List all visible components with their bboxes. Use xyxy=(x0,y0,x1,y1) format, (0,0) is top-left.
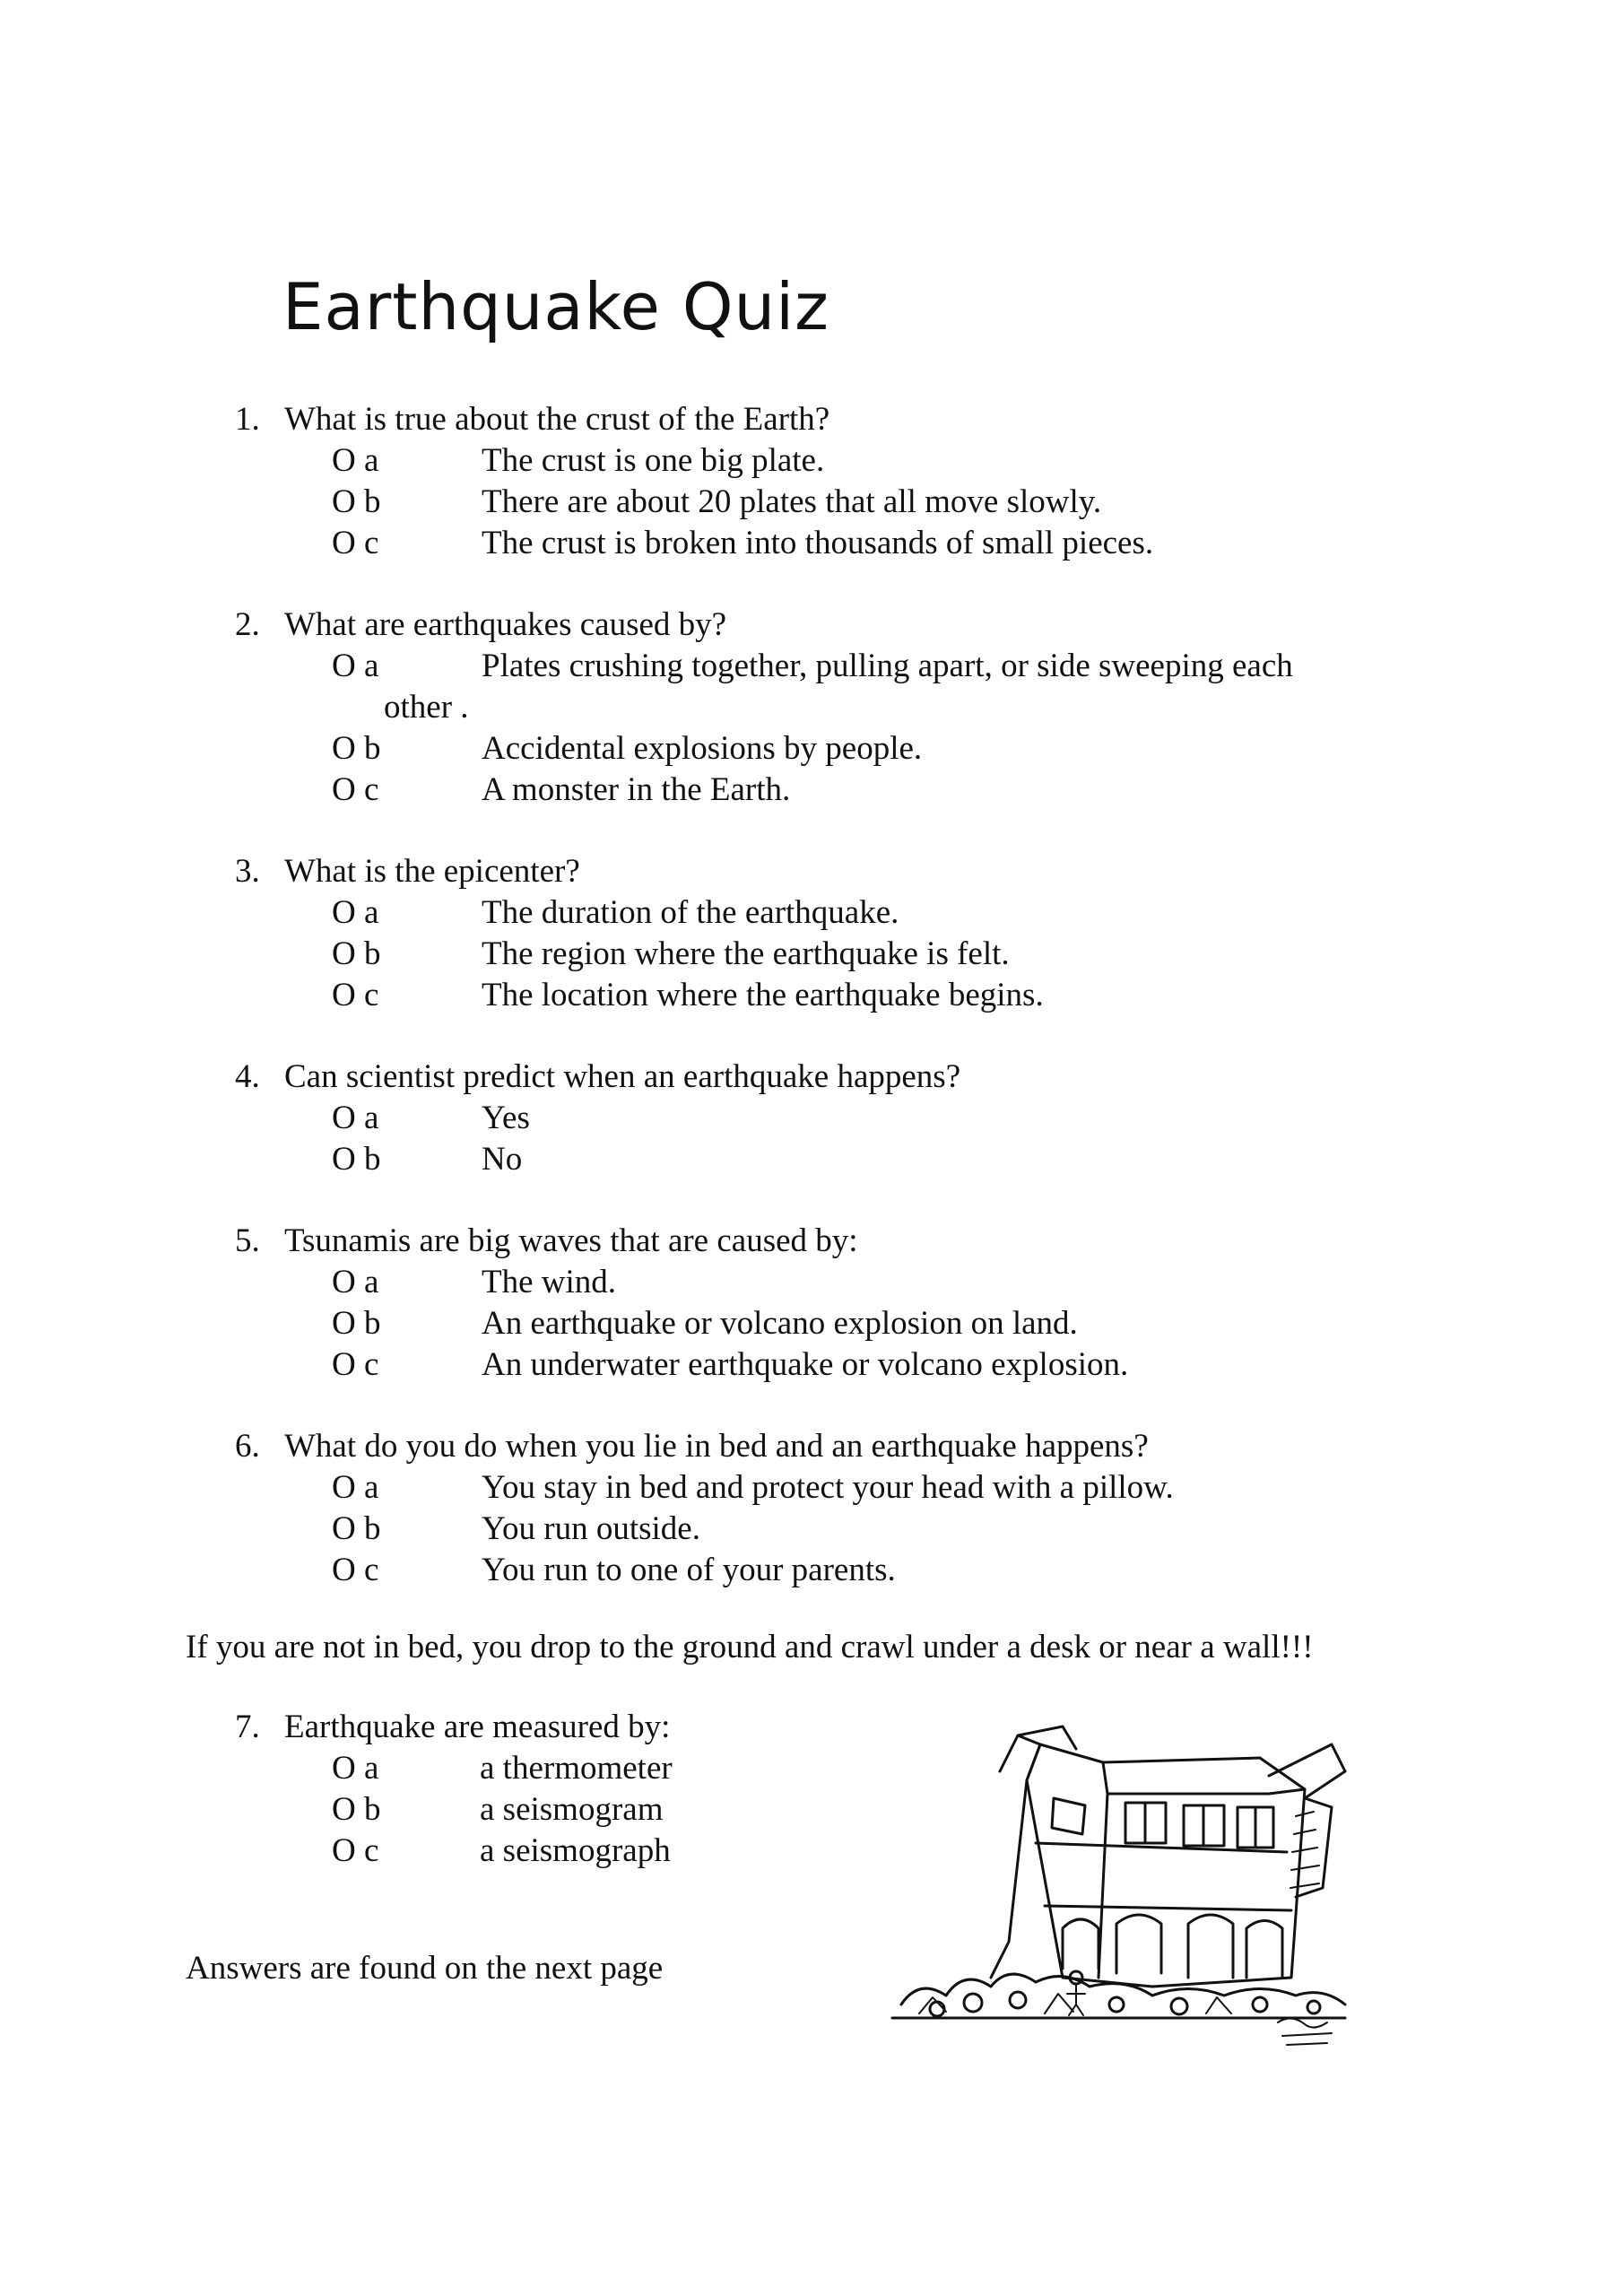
option-text: a thermometer xyxy=(480,1750,673,1787)
question-1 xyxy=(235,399,829,440)
option-2a-continuation: other . xyxy=(384,689,469,726)
question-number: 5. xyxy=(235,1222,260,1259)
option-text: A monster in the Earth. xyxy=(482,771,791,808)
question-text: Tsunamis are big waves that are caused by: xyxy=(284,1222,858,1259)
page-title: Earthquake Quiz xyxy=(282,269,829,344)
option-letter: O c xyxy=(332,1832,379,1869)
option-text: Yes xyxy=(482,1100,530,1136)
option-text: a seismograph xyxy=(480,1832,671,1869)
option-text: You run to one of your parents. xyxy=(482,1552,896,1588)
option-letter: O c xyxy=(332,977,379,1013)
option-letter: O a xyxy=(332,1264,379,1300)
option-letter: O c xyxy=(332,771,379,808)
question-5 xyxy=(235,1221,858,1262)
question-number: 6. xyxy=(235,1428,260,1465)
question-number: 2. xyxy=(235,606,260,643)
option-letter: O b xyxy=(332,730,381,767)
question-text: What are earthquakes caused by? xyxy=(284,606,727,643)
option-letter: O b xyxy=(332,483,381,520)
option-text: An underwater earthquake or volcano explosion. xyxy=(482,1346,1129,1383)
question-text: Earthquake are measured by: xyxy=(284,1709,671,1745)
question-text: Can scientist predict when an earthquake happens? xyxy=(284,1058,961,1095)
option-text: The crust is broken into thousands of small pieces. xyxy=(482,525,1154,561)
option-text: The duration of the earthquake. xyxy=(482,894,899,931)
collapsed-building-drawing xyxy=(883,1709,1350,2058)
option-text: a seismogram xyxy=(480,1791,664,1828)
option-text: You stay in bed and protect your head with a pillow. xyxy=(482,1469,1174,1506)
option-text: You run outside. xyxy=(482,1510,700,1547)
option-letter: O a xyxy=(332,1469,379,1506)
question-number: 7. xyxy=(235,1709,260,1745)
option-text: The crust is one big plate. xyxy=(482,442,825,479)
option-letter: O b xyxy=(332,1510,381,1547)
question-number: 4. xyxy=(235,1058,260,1095)
option-text: The region where the earthquake is felt. xyxy=(482,935,1010,972)
option-letter: O a xyxy=(332,648,379,684)
option-text: The wind. xyxy=(482,1264,617,1300)
option-letter: O a xyxy=(332,1100,379,1136)
option-text: Accidental explosions by people. xyxy=(482,730,923,767)
option-text: No xyxy=(482,1141,523,1178)
option-text: An earthquake or volcano explosion on land. xyxy=(482,1305,1078,1342)
question-text: What is true about the crust of the Earth? xyxy=(284,401,830,438)
option-letter: O b xyxy=(332,1141,381,1178)
option-text: There are about 20 plates that all move slowly. xyxy=(482,483,1102,520)
option-letter: O a xyxy=(332,1750,379,1787)
option-letter: O b xyxy=(332,1305,381,1342)
option-letter: O c xyxy=(332,1552,379,1588)
answers-note: Answers are found on the next page xyxy=(186,1950,664,1987)
question-number: 3. xyxy=(235,853,260,890)
question-text: What is the epicenter? xyxy=(284,853,580,890)
question-4 xyxy=(235,1057,960,1098)
option-letter: O a xyxy=(332,442,379,479)
question-7 xyxy=(235,1707,670,1748)
question-3 xyxy=(235,851,580,892)
question-2 xyxy=(235,604,726,646)
option-letter: O c xyxy=(332,525,379,561)
option-letter: O b xyxy=(332,935,381,972)
option-letter: O c xyxy=(332,1346,379,1383)
question-6 xyxy=(235,1426,1149,1467)
question-text: What do you do when you lie in bed and an earthquake happens? xyxy=(284,1428,1149,1465)
option-text: The location where the earthquake begins. xyxy=(482,977,1044,1013)
safety-tip: If you are not in bed, you drop to the ground and crawl under a desk or near a wall!!! xyxy=(186,1629,1314,1665)
option-letter: O a xyxy=(332,894,379,931)
option-text: Plates crushing together, pulling apart, or side sweeping each xyxy=(482,648,1293,684)
question-number: 1. xyxy=(235,401,260,438)
option-letter: O b xyxy=(332,1791,381,1828)
